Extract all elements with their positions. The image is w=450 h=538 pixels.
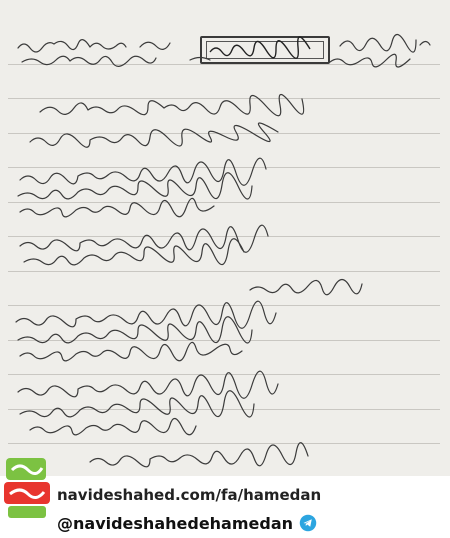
site-url[interactable]: navideshahed.com/fa/hamedan [57,486,322,504]
logo-green-bar [8,506,46,518]
social-handle-row[interactable] [57,512,317,534]
social-handle[interactable]: @navideshahedehamedan [57,513,294,533]
telegram-icon[interactable] [299,514,317,532]
logo-graphic [2,456,54,538]
navideshahed-logo [2,456,54,538]
